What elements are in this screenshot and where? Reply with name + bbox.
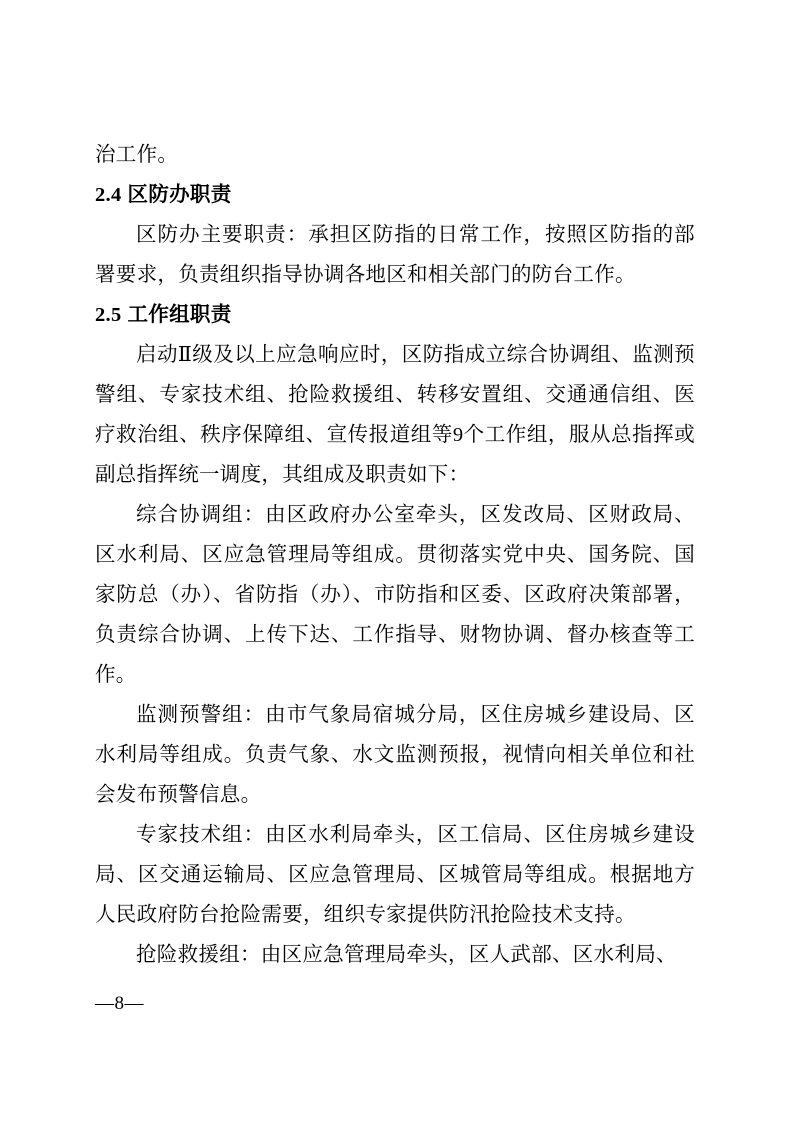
section-number: 2.5 — [95, 304, 122, 326]
section-heading-2-5 — [95, 295, 695, 335]
section-title: 区防办职责 — [127, 183, 232, 206]
section-heading-2-4 — [95, 175, 695, 215]
section-number: 2.4 — [95, 184, 122, 206]
paragraph-continuation: 治工作。 — [95, 144, 179, 166]
paragraph-monitoring-warning-group: 监测预警组：由市气象局宿城分局，区住房城乡建设局、区水利局等组成。负责气象、水文监测预报，视情向相关单位和社会发布预警信息。 — [95, 704, 695, 806]
paragraph-2-4-body: 区防办主要职责：承担区防指的日常工作，按照区防指的部署要求，负责组织指导协调各地区和相关部门的防台工作。 — [95, 224, 695, 286]
paragraph-expert-technical-group: 专家技术组：由区水利局牵头，区工信局、区住房城乡建设局、区交通运输局、区应急管理局、区城管局等组成。根据地方人民政府防台抢险需要，组织专家提供防汛抢险技术支持。 — [95, 824, 695, 926]
paragraph-rescue-group: 抢险救援组：由区应急管理局牵头，区人武部、区水利局、 — [136, 944, 677, 966]
paragraph-workgroups-intro: 启动Ⅱ级及以上应急响应时，区防指成立综合协调组、监测预警组、专家技术组、抢险救援组、转移安置组、交通通信组、医疗救治组、秩序保障组、宣传报道组等9个工作组，服从总指挥或副总指挥统一调度，其组成及职责如下： — [95, 344, 695, 486]
paragraph-comprehensive-coordination-group: 综合协调组：由区政府办公室牵头，区发改局、区财政局、区水利局、区应急管理局等组成。贯彻落实党中央、国务院、国家防总（办）、省防指（办）、市防指和区委、区政府决策部署，负责综合协调、上传下达、工作指导、财物协调、督办核查等工作。 — [95, 504, 695, 686]
page-number: —8— — [95, 993, 144, 1014]
document-body — [95, 135, 695, 975]
section-title: 工作组职责 — [127, 303, 232, 326]
